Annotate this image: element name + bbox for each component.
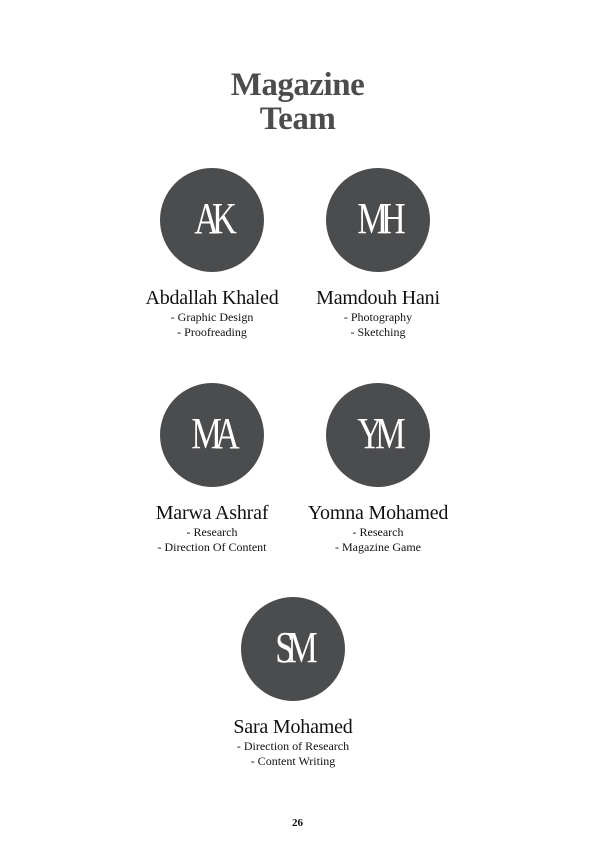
member-role: - Graphic Design [170,310,254,324]
member-role: - Research [352,525,404,539]
member-roles [268,525,488,555]
monogram-badge [326,168,430,272]
member-role: - Content Writing [250,754,336,768]
member-role: - Direction of Research [236,739,350,753]
member-name: Yomna Mohamed [307,502,449,524]
member-roles [268,310,488,340]
member-roles [183,739,403,769]
page-number: 26 [292,817,303,829]
monogram-text: AK [194,194,230,244]
monogram-text: YM [357,409,399,459]
monogram-text: MH [357,194,399,244]
page-title [0,68,595,136]
monogram-badge [241,597,345,701]
team-member-card [268,168,488,340]
page-title-line-2: Team [259,101,336,137]
team-member-card [268,383,488,555]
member-role: - Photography [343,310,413,324]
monogram-badge [160,168,264,272]
monogram-badge [326,383,430,487]
member-name: Marwa Ashraf [155,502,269,524]
member-role: - Magazine Game [335,540,421,554]
team-member-card [183,597,403,769]
monogram-text: MA [191,409,233,459]
member-name: Mamdouh Hani [316,287,440,309]
member-name: Sara Mohamed [233,716,353,738]
member-role: - Proofreading [177,325,247,339]
monogram-badge [160,383,264,487]
page-title-line-1: Magazine [230,67,365,103]
member-role: - Sketching [350,325,406,339]
member-role: - Direction Of Content [157,540,267,554]
member-role: - Research [186,525,238,539]
monogram-text: SM [275,623,311,673]
member-name: Abdallah Khaled [145,287,279,309]
